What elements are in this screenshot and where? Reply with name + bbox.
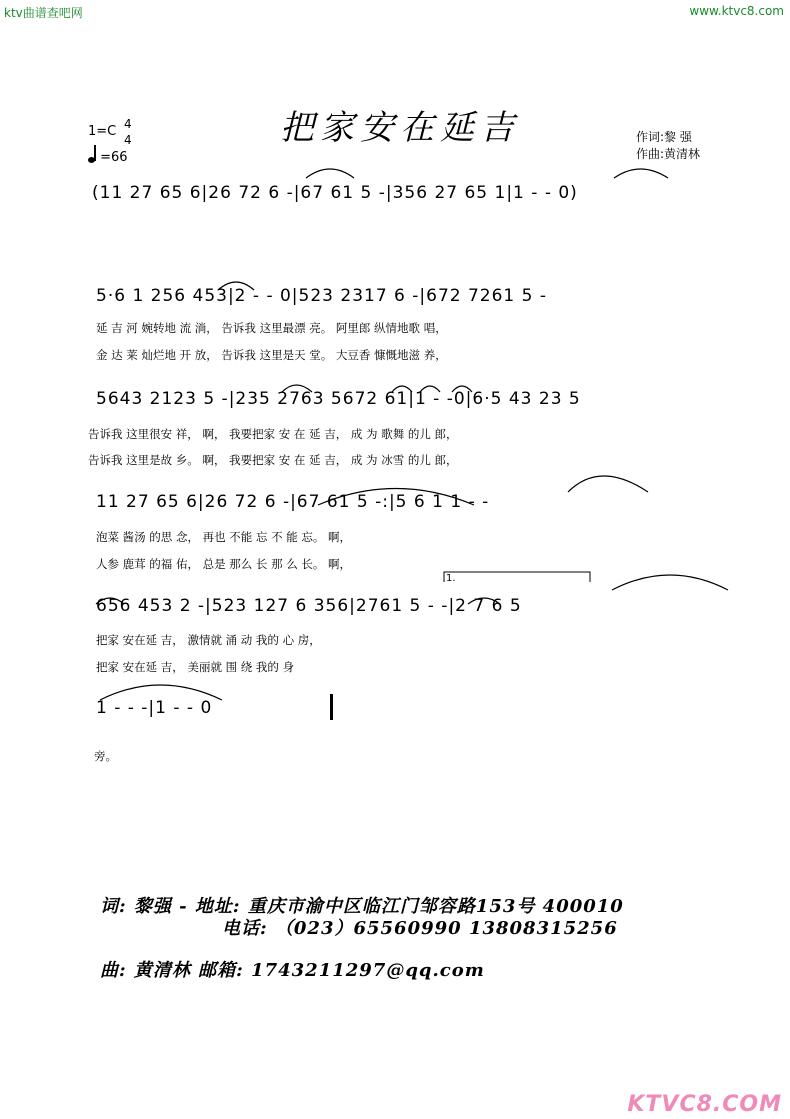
site-watermark-bottom-right: KTVC8.COM — [627, 1092, 782, 1117]
composer-credit: 作曲:黄清林 — [636, 147, 701, 161]
volta-ending-label: 1. — [446, 573, 456, 584]
tempo-value: =66 — [100, 150, 128, 165]
lyric-line-6: 旁。 — [94, 749, 117, 763]
lyricist-credit: 作词:黎 强 — [636, 130, 692, 144]
time-signature-bottom: 4 — [124, 133, 132, 147]
footer-lyricist-address: 词: 黎强 - 地址: 重庆市渝中区临江门邹容路153号 400010 — [100, 896, 624, 917]
footer-phone: 电话: （023）65560990 13808315256 — [222, 918, 618, 939]
lyric-line-3-verse-1: 告诉我 这里很安 祥， 啊， 我要把家 安 在 延 吉， 成 为 歌舞 的儿 郎， — [88, 427, 458, 441]
final-barline — [330, 694, 333, 720]
score-line-1: (11 27 65 6|26 72 6 -|67 61 5 -|356 27 65 1|1 - - 0) — [92, 183, 578, 203]
score-line-3: 5643 2123 5 -|235 2763 5672 61|1 - -0|6·5 43 23 5 — [96, 389, 581, 409]
score-line-6: 1 - - -|1 - - 0 — [96, 698, 213, 718]
lyric-line-4-verse-1: 泡菜 酱汤 的思 念， 再也 不能 忘 不 能 忘。 啊， — [96, 530, 352, 544]
site-watermark-top-right: www.ktvc8.com — [689, 4, 784, 18]
footer-composer-email: 曲: 黄清林 邮箱: 1743211297@qq.com — [100, 960, 485, 981]
lyric-line-2-verse-1: 延 吉 河 婉转地 流 淌， 告诉我 这里最漂 亮。 阿里郎 纵情地歌 唱， — [96, 321, 447, 335]
score-line-2: 5·6 1 256 453|2 - - 0|523 2317 6 -|672 7261 5 - — [96, 286, 547, 306]
song-title: 把家安在延吉 — [280, 108, 520, 148]
lyric-line-2-verse-2: 金 达 莱 灿烂地 开 放， 告诉我 这里是天 堂。 大豆香 慷慨地滋 养， — [96, 348, 447, 362]
site-watermark-top-left: ktv曲谱查吧网 — [4, 6, 83, 20]
lyric-line-5-verse-2: 把家 安在延 吉， 美丽就 围 绕 我的 身 — [96, 660, 295, 674]
key-signature: 1=C — [88, 124, 117, 139]
score-line-5: 656 453 2 -|523 127 6 356|2761 5 - -|2 7 6 5 — [96, 596, 522, 616]
lyric-line-3-verse-2: 告诉我 这里是故 乡。 啊， 我要把家 安 在 延 吉， 成 为 冰雪 的儿 郎， — [88, 453, 458, 467]
lyric-line-4-verse-2: 人参 鹿茸 的福 佑， 总是 那么 长 那 么 长。 啊， — [96, 557, 352, 571]
time-signature-top: 4 — [124, 117, 132, 131]
lyric-line-5-verse-1: 把家 安在延 吉， 激情就 涌 动 我的 心 房， — [96, 633, 321, 647]
score-line-4: 11 27 65 6|26 72 6 -|67 61 5 -:|5 6 1 1 - - — [96, 492, 490, 512]
